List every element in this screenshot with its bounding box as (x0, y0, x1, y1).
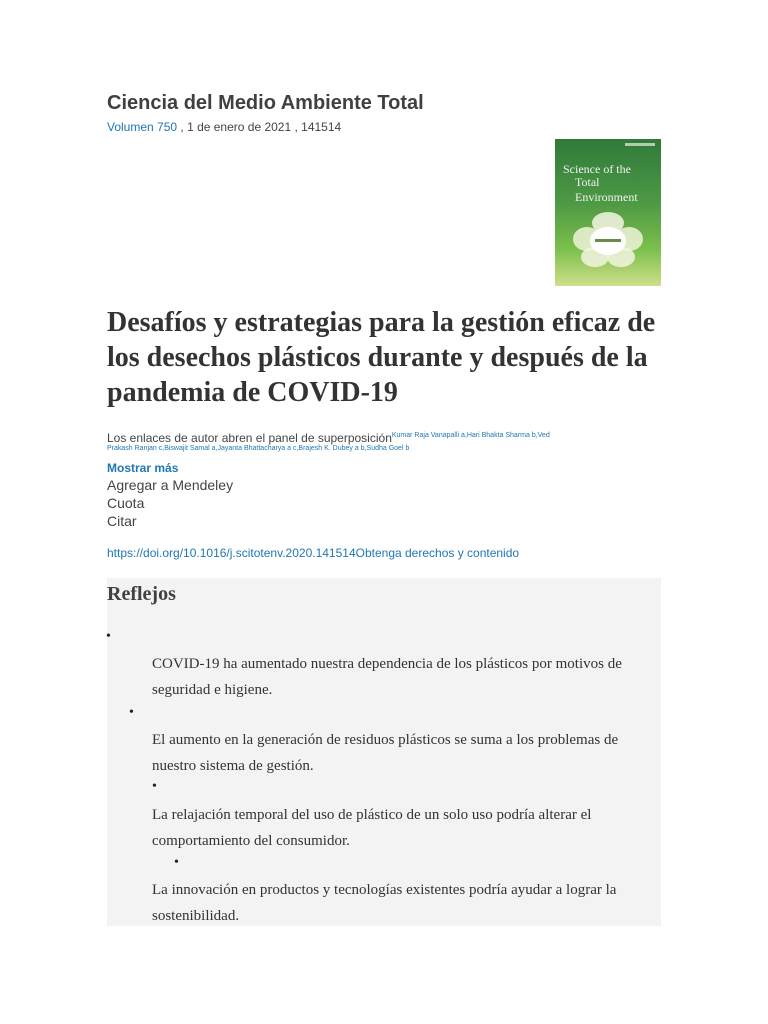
author-links-intro (107, 431, 550, 445)
bullet-icon: • (106, 629, 111, 644)
highlight-item: La innovación en productos y tecnologías existentes podría ayudar a lograr la sostenibilidad. (152, 882, 617, 924)
flower-illustration-icon (573, 211, 643, 269)
issue-info (107, 120, 341, 134)
issue-date: , 1 de enero de 2021 , 141514 (177, 120, 342, 134)
doi-line (107, 546, 519, 560)
cover-title-line1: Science of the (563, 162, 631, 176)
author-list-line1[interactable]: Kumar Raja Vanapalli a,Hari Bhakta Sharma b,Ved (391, 432, 550, 439)
article-title: Desafíos y estrategias para la gestión eficaz de los desechos plásticos durante y después de la pandemia de COVID-19 (107, 307, 656, 408)
rights-link[interactable]: Obtenga derechos y contenido (355, 546, 520, 560)
bullet-icon: • (129, 705, 134, 720)
highlights-section (107, 578, 661, 926)
journal-cover[interactable] (555, 139, 661, 286)
doi-link[interactable]: https://doi.org/10.1016/j.scitotenv.2020.141514 (107, 546, 356, 560)
cover-title-line2: Total Environment (575, 175, 638, 204)
highlights-heading: Reflejos (107, 583, 176, 605)
highlight-item: El aumento en la generación de residuos plásticos se suma a los problemas de nuestro sistema de gestión. (152, 732, 619, 774)
add-to-mendeley-button[interactable]: Agregar a Mendeley (107, 477, 234, 493)
volume-link[interactable]: Volumen 750 (107, 120, 178, 134)
share-button[interactable]: Cuota (107, 495, 145, 511)
journal-title: Ciencia del Medio Ambiente Total (107, 92, 424, 114)
cover-decoration (625, 143, 655, 146)
show-more-link[interactable]: Mostrar más (107, 461, 179, 475)
highlight-item: La relajación temporal del uso de plástico de un solo uso podría alterar el comportamiento del consumidor. (152, 807, 592, 849)
bullet-icon: • (152, 779, 157, 794)
highlight-item: COVID-19 ha aumentado nuestra dependencia de los plásticos por motivos de seguridad e higiene. (152, 656, 622, 698)
author-list-line2[interactable]: Prakash Ranjan c,Biswajit Samal a,Jayanta Bhattacharya a c,Brajesh K. Dubey a b,Sudha Goel b (107, 445, 410, 452)
author-intro-text: Los enlaces de autor abren el panel de superposición (107, 431, 392, 445)
bullet-icon: • (174, 855, 179, 870)
cite-button[interactable]: Citar (107, 513, 137, 529)
